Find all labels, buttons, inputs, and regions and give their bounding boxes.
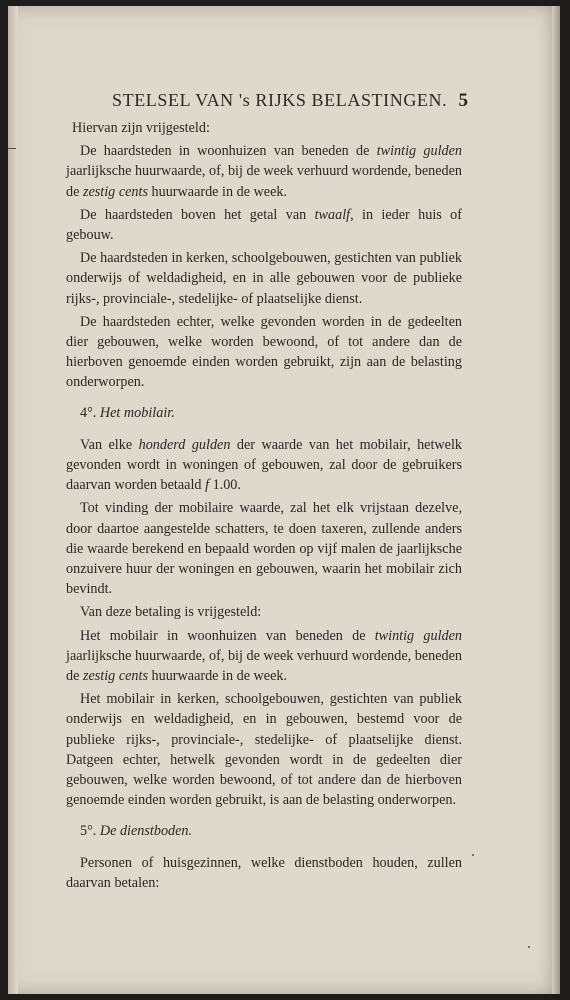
emphasis: zestig cents — [82, 183, 148, 200]
paragraph: Personen of huisgezinnen, welke dienstboden houden, zullen daarvan betalen: — [66, 854, 462, 891]
emphasis: twintig gulden — [376, 143, 463, 160]
section-heading — [66, 821, 462, 841]
page-gutter — [8, 6, 18, 994]
emphasis: twintig gulden — [374, 627, 463, 644]
emphasis: twaalf — [314, 206, 351, 223]
paragraph — [66, 435, 462, 496]
paragraph — [66, 205, 462, 245]
paragraph: Hiervan zijn vrijgesteld: — [72, 120, 210, 136]
section-title: De dienstboden. — [99, 822, 193, 839]
book-page — [8, 6, 560, 994]
emphasis: f — [205, 477, 210, 494]
text-run: jaarlijksche huurwaarde, of, bij de week verhuurd wordende, beneden de — [66, 647, 462, 685]
text-run: De haardsteden boven het getal van — [80, 206, 315, 223]
paragraph — [66, 141, 462, 202]
text-run: jaarlijksche huurwaarde, of, bij de week verhuurd wordende, beneden de — [66, 163, 462, 200]
paragraph: De haardsteden echter, welke gevonden worden in de gedeelten dier gebouwen, welke worden bewoond, of tot andere dan de hierboven genoemde einden worden gebruikt, zijn aan de belasting onderworpen. — [66, 313, 462, 391]
margin-mark — [8, 148, 16, 149]
text-run: Het mobilair in woonhuizen van beneden de — [80, 627, 375, 644]
text-run: De haardsteden in woonhuizen van beneden de — [80, 143, 377, 160]
paragraph: Tot vinding der mobilaire waarde, zal het elk vrijstaan dezelve, door daartoe aangestelde schatters, te doen taxeren, zullende anders die waarde berekend en bepaald worden op vijf malen de jaarlijksche onzuivere huur der woningen en gebouwen, waarin het mobilair zich bevindt. — [66, 500, 462, 598]
emphasis: zestig cents — [82, 668, 148, 685]
text-run: huurwaarde in de week. — [147, 183, 288, 200]
text-run: 1.00. — [209, 477, 241, 494]
paragraph — [66, 626, 462, 687]
page-body — [66, 118, 462, 896]
page-number: 5 — [458, 90, 468, 111]
ink-speck — [472, 854, 474, 856]
emphasis: honderd gulden — [138, 436, 231, 453]
page-edge — [552, 6, 560, 994]
paragraph: Van deze betaling is vrijgesteld: — [80, 604, 262, 621]
paragraph: De haardsteden in kerken, schoolgebouwen, gestichten van publiek onderwijs of weldadigheid, en in alle gebouwen voor de publieke rijks-, provinciale-, stedelijke- of plaatselijke dienst. — [66, 250, 462, 307]
text-run: , in ieder huis of gebouw. — [66, 206, 462, 244]
running-header — [112, 90, 468, 112]
text-run: der waarde van het mobilair, hetwelk gevonden wordt in woningen of gebouwen, zal door de gebruikers daarvan worden betaald — [66, 436, 462, 494]
text-run: Van elke — [80, 436, 139, 453]
section-heading — [66, 403, 462, 423]
text-run: huurwaarde in de week. — [147, 668, 288, 685]
paragraph: Het mobilair in kerken, schoolgebouwen, gestichten van publiek onderwijs en weldadigheid, en in gebouwen, bestemd voor de publieke rijks-, provinciale-, stedelijke- of plaatselijke dienst. Datgeen echter, hetwelk gevonden wordt in de gedeelten dier gebouwen, welke worden bewoond, of tot andere dan de hierboven genoemde einden worden gebruikt, is aan de belasting onderworpen. — [66, 691, 462, 809]
section-number: 4°. — [80, 404, 100, 421]
section-title: Het mobilair. — [99, 404, 175, 421]
section-number: 5°. — [80, 822, 100, 839]
ink-speck — [528, 946, 530, 948]
running-title: STELSEL VAN 's RIJKS BELASTINGEN. — [112, 90, 448, 110]
